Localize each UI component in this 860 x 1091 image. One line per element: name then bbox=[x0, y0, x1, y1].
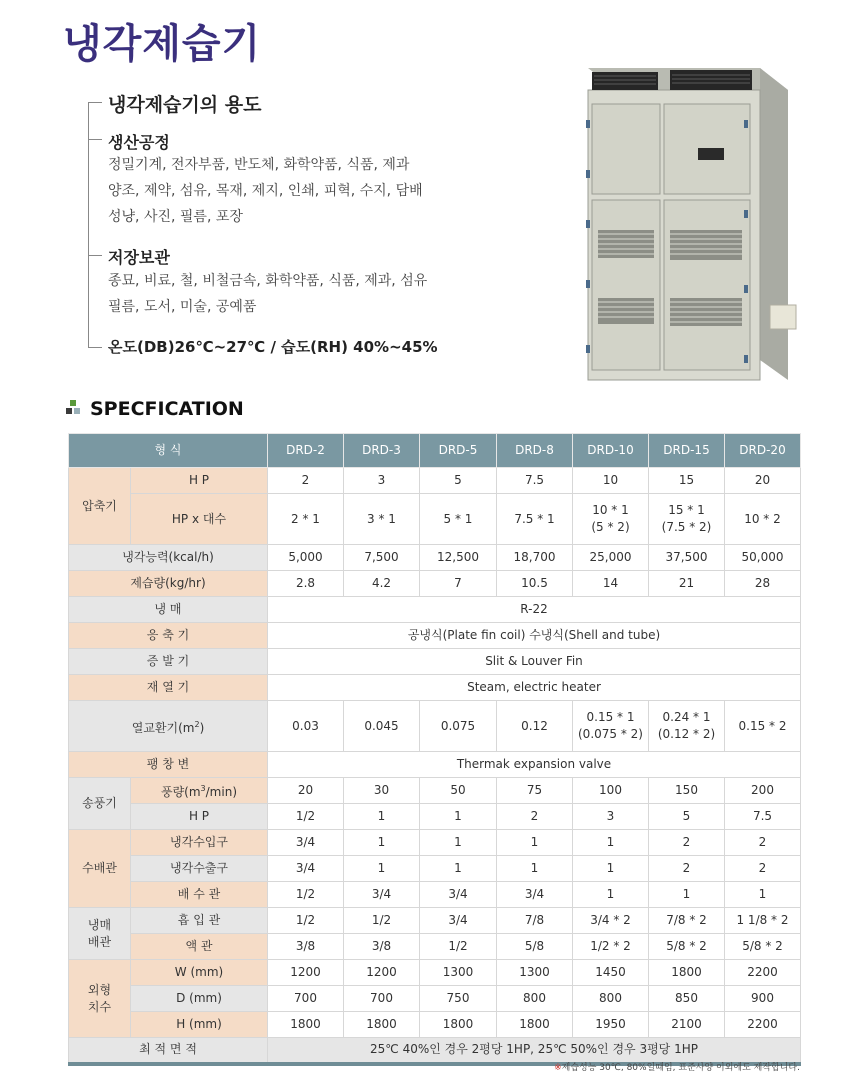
row-label: 재 열 기 bbox=[69, 675, 268, 701]
cell: 1 bbox=[497, 856, 573, 882]
header-model: DRD-15 bbox=[649, 434, 725, 468]
cell: 10 * 2 bbox=[725, 494, 801, 545]
row-label: W (mm) bbox=[131, 960, 268, 986]
cell: 30 bbox=[344, 778, 420, 804]
cell: 850 bbox=[649, 986, 725, 1012]
cell: 50,000 bbox=[725, 545, 801, 571]
group-refrigerant-pipe: 냉매 배관 bbox=[69, 908, 131, 960]
cell: 150 bbox=[649, 778, 725, 804]
cell: 100 bbox=[573, 778, 649, 804]
cell: 800 bbox=[497, 986, 573, 1012]
header-model: DRD-2 bbox=[268, 434, 344, 468]
cell: 3/4 bbox=[268, 856, 344, 882]
cell: 5/8 bbox=[497, 934, 573, 960]
cell: 3/4 bbox=[268, 830, 344, 856]
cell: 1200 bbox=[268, 960, 344, 986]
section-title-storage: 저장보관 bbox=[108, 248, 170, 267]
cell: 3 bbox=[573, 804, 649, 830]
cell: 3/4 bbox=[344, 882, 420, 908]
cell: 14 bbox=[573, 571, 649, 597]
cell: 7/8 bbox=[497, 908, 573, 934]
row-cooling-water-inlet bbox=[69, 830, 801, 856]
group-water-pipe: 수배관 bbox=[69, 830, 131, 908]
cell: 3/4 bbox=[497, 882, 573, 908]
cell: 5 bbox=[420, 468, 497, 494]
cell: 15 bbox=[649, 468, 725, 494]
cell: 2 bbox=[268, 468, 344, 494]
cell: Thermak expansion valve bbox=[268, 752, 801, 778]
cell: 1/2 bbox=[268, 804, 344, 830]
row-liquid-pipe bbox=[69, 934, 801, 960]
group-fan: 송풍기 bbox=[69, 778, 131, 830]
cell: Steam, electric heater bbox=[268, 675, 801, 701]
row-compressor-hp bbox=[69, 468, 801, 494]
row-refrigerant bbox=[69, 597, 801, 623]
row-label: D (mm) bbox=[131, 986, 268, 1012]
cell: 25℃ 40%인 경우 2평당 1HP, 25℃ 50%인 경우 3평당 1HP bbox=[268, 1038, 801, 1064]
section-title-production: 생산공정 bbox=[108, 133, 170, 152]
cell: 3/8 bbox=[268, 934, 344, 960]
dehumidifier-unit-image bbox=[578, 60, 808, 392]
cell: 2 * 1 bbox=[268, 494, 344, 545]
conditions-text: 온도(DB)26℃~27℃ / 습도(RH) 40%~45% bbox=[108, 338, 438, 356]
cell: 2 bbox=[497, 804, 573, 830]
cell: 2.8 bbox=[268, 571, 344, 597]
row-compressor-hp-count bbox=[69, 494, 801, 545]
cell: 20 bbox=[268, 778, 344, 804]
row-label: H (mm) bbox=[131, 1012, 268, 1038]
cell: R-22 bbox=[268, 597, 801, 623]
row-label: H P bbox=[131, 804, 268, 830]
cell: 1 bbox=[420, 830, 497, 856]
cell: 1 bbox=[497, 830, 573, 856]
cell: 1 bbox=[420, 804, 497, 830]
spec-table bbox=[68, 433, 801, 1066]
production-line-3: 성냥, 사진, 필름, 포장 bbox=[108, 209, 243, 225]
cell: 1 bbox=[573, 882, 649, 908]
footnote: ※제습성능 30℃, 80%일때임, 표준사양 이외에도 제작합니다. bbox=[554, 1063, 800, 1073]
cell: 0.15 * 1 (0.075 * 2) bbox=[573, 701, 649, 752]
row-label: 팽 창 변 bbox=[69, 752, 268, 778]
cell: 2 bbox=[725, 856, 801, 882]
cell: 7.5 bbox=[725, 804, 801, 830]
cell: 공냉식(Plate fin coil) 수냉식(Shell and tube) bbox=[268, 623, 801, 649]
cell: 7/8 * 2 bbox=[649, 908, 725, 934]
cell: 1300 bbox=[497, 960, 573, 986]
header-model: DRD-20 bbox=[725, 434, 801, 468]
cell: 5 * 1 bbox=[420, 494, 497, 545]
cell: 750 bbox=[420, 986, 497, 1012]
row-width bbox=[69, 960, 801, 986]
cell: 2 bbox=[725, 830, 801, 856]
cell: 4.2 bbox=[344, 571, 420, 597]
cell: 1800 bbox=[649, 960, 725, 986]
row-cooling-capacity bbox=[69, 545, 801, 571]
cell: 7.5 * 1 bbox=[497, 494, 573, 545]
cell: 2100 bbox=[649, 1012, 725, 1038]
storage-line-2: 필름, 도서, 미술, 공예품 bbox=[108, 299, 257, 315]
cell: 7 bbox=[420, 571, 497, 597]
cell: 12,500 bbox=[420, 545, 497, 571]
row-drain-pipe bbox=[69, 882, 801, 908]
cell: 21 bbox=[649, 571, 725, 597]
cell: 5/8 * 2 bbox=[649, 934, 725, 960]
cell: 3/4 bbox=[420, 882, 497, 908]
cell: 1800 bbox=[420, 1012, 497, 1038]
cell: 1/2 bbox=[420, 934, 497, 960]
row-label: 최 적 면 적 bbox=[69, 1038, 268, 1064]
header-model-label: 형 식 bbox=[69, 434, 268, 468]
cell: 1800 bbox=[497, 1012, 573, 1038]
row-label: 열교환기$(m^2)$ bbox=[69, 701, 268, 752]
cell: 1/2 * 2 bbox=[573, 934, 649, 960]
cell: 3/4 * 2 bbox=[573, 908, 649, 934]
row-label: 풍량$(m^3/\min)$ bbox=[131, 778, 268, 804]
cell: 3/8 bbox=[344, 934, 420, 960]
row-label: 냉각수출구 bbox=[131, 856, 268, 882]
cell: 1/2 bbox=[268, 908, 344, 934]
row-label: 냉각수입구 bbox=[131, 830, 268, 856]
cell: 20 bbox=[725, 468, 801, 494]
cell: 0.03 bbox=[268, 701, 344, 752]
cell: 2 bbox=[649, 856, 725, 882]
row-label: 증 발 기 bbox=[69, 649, 268, 675]
cell: 900 bbox=[725, 986, 801, 1012]
cell: 2200 bbox=[725, 1012, 801, 1038]
cell: 1/2 bbox=[268, 882, 344, 908]
row-expansion-valve bbox=[69, 752, 801, 778]
cell: 700 bbox=[268, 986, 344, 1012]
cell: 3/4 bbox=[420, 908, 497, 934]
cell: 1 bbox=[649, 882, 725, 908]
cell: 1450 bbox=[573, 960, 649, 986]
row-depth bbox=[69, 986, 801, 1012]
usage-section bbox=[88, 88, 488, 360]
cell: 200 bbox=[725, 778, 801, 804]
row-label: 액 관 bbox=[131, 934, 268, 960]
cell: 1800 bbox=[268, 1012, 344, 1038]
cell: 10 * 1 (5 * 2) bbox=[573, 494, 649, 545]
row-dehumidification bbox=[69, 571, 801, 597]
row-fan-hp bbox=[69, 804, 801, 830]
cell: 1 bbox=[344, 856, 420, 882]
row-suction-pipe bbox=[69, 908, 801, 934]
cell: 1200 bbox=[344, 960, 420, 986]
cell: 37,500 bbox=[649, 545, 725, 571]
storage-line-1: 종묘, 비료, 철, 비철금속, 화학약품, 식품, 제과, 섬유 bbox=[108, 273, 428, 289]
row-label: HP x 대수 bbox=[131, 494, 268, 545]
cell: 1 bbox=[420, 856, 497, 882]
cell: 3 bbox=[344, 468, 420, 494]
footnote-mark: ※ bbox=[554, 1063, 562, 1073]
row-label: H P bbox=[131, 468, 268, 494]
cell: 18,700 bbox=[497, 545, 573, 571]
header-model: DRD-8 bbox=[497, 434, 573, 468]
cell: 0.12 bbox=[497, 701, 573, 752]
cell: 5 bbox=[649, 804, 725, 830]
cell: 5,000 bbox=[268, 545, 344, 571]
cell: 2 bbox=[649, 830, 725, 856]
cell: 1300 bbox=[420, 960, 497, 986]
row-condenser bbox=[69, 623, 801, 649]
cell: 700 bbox=[344, 986, 420, 1012]
cell: 0.045 bbox=[344, 701, 420, 752]
header-model: DRD-3 bbox=[344, 434, 420, 468]
row-label: 흡 입 관 bbox=[131, 908, 268, 934]
row-cooling-water-outlet bbox=[69, 856, 801, 882]
cell: 50 bbox=[420, 778, 497, 804]
cell: 5/8 * 2 bbox=[725, 934, 801, 960]
cell: 7,500 bbox=[344, 545, 420, 571]
cell: 15 * 1 (7.5 * 2) bbox=[649, 494, 725, 545]
cell: 28 bbox=[725, 571, 801, 597]
header-model: DRD-5 bbox=[420, 434, 497, 468]
row-height bbox=[69, 1012, 801, 1038]
cell: 1/2 bbox=[344, 908, 420, 934]
spec-heading: SPECFICATION bbox=[66, 398, 244, 420]
row-label: 냉 매 bbox=[69, 597, 268, 623]
row-reheater bbox=[69, 675, 801, 701]
bullet-squares-icon bbox=[66, 400, 82, 416]
cell: 800 bbox=[573, 986, 649, 1012]
cell: 1 bbox=[573, 830, 649, 856]
cell: 0.15 * 2 bbox=[725, 701, 801, 752]
cell: 10 bbox=[573, 468, 649, 494]
production-line-1: 정밀기계, 전자부품, 반도체, 화학약품, 식품, 제과 bbox=[108, 157, 410, 173]
row-fan-airflow bbox=[69, 778, 801, 804]
cell: 1800 bbox=[344, 1012, 420, 1038]
header-model: DRD-10 bbox=[573, 434, 649, 468]
row-heat-exchanger bbox=[69, 701, 801, 752]
cell: Slit & Louver Fin bbox=[268, 649, 801, 675]
page-title: 냉각제습기 bbox=[63, 21, 262, 67]
cell: 0.24 * 1 (0.12 * 2) bbox=[649, 701, 725, 752]
row-label: 제습량(kg/hr) bbox=[69, 571, 268, 597]
cell: 0.075 bbox=[420, 701, 497, 752]
row-label: 냉각능력(kcal/h) bbox=[69, 545, 268, 571]
header-row bbox=[69, 434, 801, 468]
cell: 7.5 bbox=[497, 468, 573, 494]
usage-heading: 냉각제습기의 용도 bbox=[108, 94, 262, 116]
group-compressor: 압축기 bbox=[69, 468, 131, 545]
cell: 1 bbox=[344, 830, 420, 856]
cell: 25,000 bbox=[573, 545, 649, 571]
cell: 1 1/8 * 2 bbox=[725, 908, 801, 934]
production-line-2: 양조, 제약, 섬유, 목재, 제지, 인쇄, 피혁, 수지, 담배 bbox=[108, 183, 423, 199]
row-evaporator bbox=[69, 649, 801, 675]
cell: 2200 bbox=[725, 960, 801, 986]
cell: 75 bbox=[497, 778, 573, 804]
cell: 1 bbox=[344, 804, 420, 830]
row-label: 배 수 관 bbox=[131, 882, 268, 908]
row-label: 응 축 기 bbox=[69, 623, 268, 649]
group-dimensions: 외형 치수 bbox=[69, 960, 131, 1038]
cell: 1950 bbox=[573, 1012, 649, 1038]
cell: 3 * 1 bbox=[344, 494, 420, 545]
cell: 1 bbox=[573, 856, 649, 882]
cell: 10.5 bbox=[497, 571, 573, 597]
cell: 1 bbox=[725, 882, 801, 908]
